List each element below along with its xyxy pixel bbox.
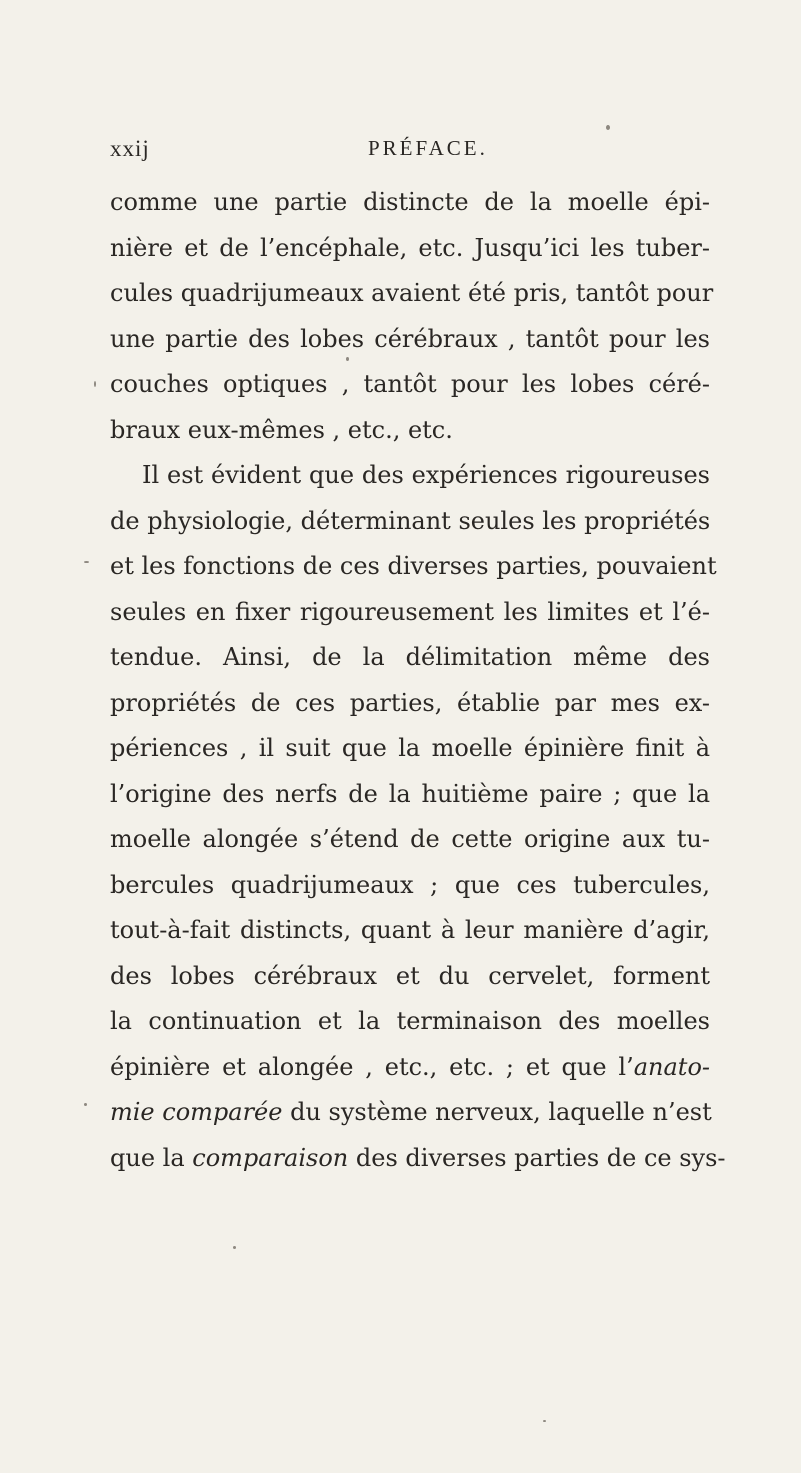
- text-line: seules en fixer rigoureusement les limites et l’é-: [110, 597, 710, 626]
- paper-speck: [233, 1246, 236, 1249]
- text-line: propriétés de ces parties, établie par mes ex-: [110, 688, 710, 717]
- text-line: et les fonctions de ces diverses parties, pouvaient: [110, 552, 717, 580]
- text-line: de physiologie, déterminant seules les propriétés: [110, 506, 711, 535]
- text-line: tout-à-fait distincts, quant à leur manière d’agir,: [110, 916, 710, 944]
- paper-speck: [543, 1420, 546, 1422]
- text-line: braux eux-mêmes , etc., etc.: [110, 415, 453, 444]
- text-segment: épinière et alongée , etc., etc. ; et que l’: [110, 1052, 634, 1081]
- text-line: nière et de l’encéphale, etc. Jusqu’ici les tuber-: [110, 233, 710, 262]
- text-line: [110, 1045, 710, 1091]
- text-segment: du système nerveux, laquelle n’est: [282, 1098, 712, 1126]
- running-title: PRÉFACE.: [368, 136, 488, 160]
- text-line: Il est évident que des expériences rigoureuses: [142, 461, 710, 489]
- paper-speck: [606, 125, 610, 130]
- body-text: [110, 180, 726, 1181]
- text-line: périences , il suit que la moelle épinière finit à: [110, 734, 710, 762]
- text-line: comme une partie distincte de la moelle épi-: [110, 188, 710, 216]
- text-line: tendue. Ainsi, de la délimitation même des: [110, 643, 710, 671]
- text-segment: des diverses parties de ce sys-: [348, 1143, 726, 1172]
- text-line: moelle alongée s’étend de cette origine aux tu-: [110, 825, 710, 853]
- text-line: cules quadrijumeaux avaient été pris, tantôt pour: [110, 279, 714, 307]
- text-line: l’origine des nerfs de la huitième paire ; que la: [110, 779, 710, 808]
- text-line: couches optiques , tantôt pour les lobes céré-: [110, 370, 710, 398]
- text-line: la continuation et la terminaison des moelles: [110, 1007, 710, 1035]
- text-line: [110, 1090, 710, 1136]
- italic-segment: comparaison: [192, 1143, 349, 1172]
- italic-segment: mie comparée: [110, 1098, 283, 1126]
- paper-speck: [84, 561, 89, 563]
- text-line: [110, 1136, 726, 1182]
- page-number: xxij: [110, 136, 150, 161]
- text-line: des lobes cérébraux et du cervelet, forment: [110, 961, 710, 990]
- paper-speck: [94, 381, 96, 387]
- italic-segment: anato-: [633, 1052, 710, 1081]
- paper-speck: [346, 357, 349, 361]
- running-head: [110, 136, 670, 166]
- paper-speck: [84, 1103, 87, 1106]
- text-line: bercules quadrijumeaux ; que ces tubercules,: [110, 870, 710, 899]
- text-segment: que la: [110, 1143, 193, 1172]
- text-line: une partie des lobes cérébraux , tantôt pour les: [110, 324, 710, 353]
